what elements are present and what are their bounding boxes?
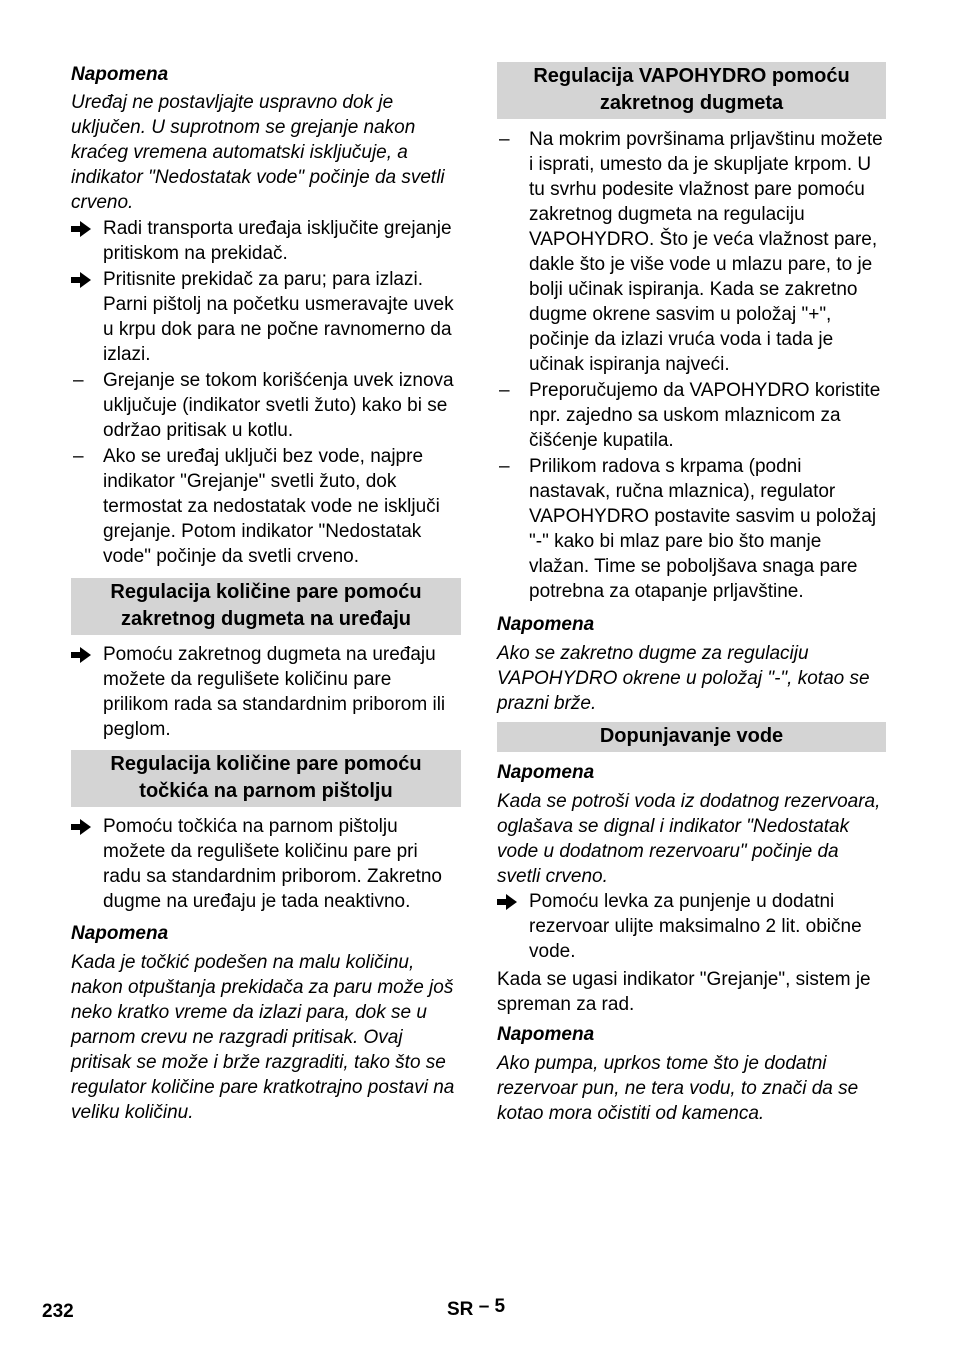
page-number: 232 bbox=[42, 1301, 74, 1322]
note-text: Uređaj ne postavljajte uspravno dok je uključen. U suprotnom se grejanje nakon kraćeg vremena automatski isključuje, a indikator "Nedostatak vode" počinje da svetli crveno. bbox=[71, 92, 445, 213]
result-item bbox=[71, 368, 461, 443]
item-text: Preporučujemo da VAPOHYDRO koristite npr. zajedno sa uskom mlaznicom za čišćenje kupatila. bbox=[529, 380, 881, 451]
item-text: Prilikom radova s krpama (podni nastavak, ručna mlaznica), regulator VAPOHYDRO postavite sasvim u položaj "-" kako bi mlaz pare bio što manje vlažan. Time se poboljšava snaga pare potrebna za otapanje prljavštine. bbox=[529, 456, 877, 602]
dash-icon: – bbox=[499, 380, 510, 401]
item-text: Ako se uređaj uključi bez vode, najpre indikator "Grejanje" svetli žuto, dok termostat za nedostatak vode ne isključi grejanje. Potom indikator "Nedostatak vode" počinje da svetli crveno. bbox=[103, 446, 440, 567]
language-code: SR bbox=[447, 1299, 474, 1320]
item-text: Na mokrim površinama prljavštinu možete i isprati, umesto da je skupljate krpom. U tu svrhu podesite vlažnost pare pomoću zakretnog dugmeta na regulaciju VAPOHYDRO. Što je veća vlažnost pare, dakle što je više vode u mlazu pare, to je bolji učinak ispiranja. Kada se zakretno dugme okrene sasvim u položaj "+", počinje da izlazi vruća voda i tada je učinak ispiranja najveći. bbox=[529, 129, 883, 375]
result-item bbox=[71, 444, 461, 569]
item-text: Pomoću levka za punjenje u dodatni rezervoar ulijte maksimalno 2 lit. obične vode. bbox=[529, 891, 862, 962]
instruction-item bbox=[71, 216, 461, 266]
note-text: Ako pumpa, uprkos tome što je dodatni rezervoar pun, ne tera vodu, to znači da se kotao mora očistiti od kamenca. bbox=[497, 1053, 859, 1124]
arrow-icon bbox=[497, 889, 523, 917]
arrow-icon bbox=[71, 642, 97, 670]
result-item bbox=[497, 127, 886, 377]
left-column bbox=[71, 62, 461, 1125]
section-heading: Regulacija količine pare pomoću točkića na parnom pištolju bbox=[71, 750, 461, 807]
right-column bbox=[497, 62, 886, 1126]
dash-icon: – bbox=[73, 370, 84, 391]
result-item bbox=[497, 378, 886, 453]
arrow-icon bbox=[71, 814, 97, 842]
note-title: Napomena bbox=[497, 762, 595, 783]
note-title: Napomena bbox=[71, 64, 169, 85]
instruction-item bbox=[71, 267, 461, 367]
arrow-icon bbox=[71, 216, 97, 244]
section-number: – 5 bbox=[478, 1296, 506, 1317]
dash-icon: – bbox=[73, 446, 84, 467]
item-text: Pomoću zakretnog dugmeta na uređaju možete da regulišete količinu pare prilikom rada sa standardnim priborom ili peglom. bbox=[103, 644, 446, 740]
note-title: Napomena bbox=[497, 614, 595, 635]
dash-icon: – bbox=[499, 456, 510, 477]
result-item bbox=[497, 454, 886, 604]
section-heading: Regulacija VAPOHYDRO pomoću zakretnog dugmeta bbox=[497, 62, 886, 119]
note-text: Kada je točkić podešen na malu količinu, nakon otpuštanja prekidača za paru može još neko kratko vreme da izlazi para, dok se u parnom crevu ne razgradi pritisak. Ovaj pritisak se može i brže razgraditi, tako što se regulator količine pare kratkotrajno postavi na veliku količinu. bbox=[71, 952, 455, 1123]
arrow-icon bbox=[71, 267, 97, 295]
item-text: Pomoću točkića na parnom pištolju možete da regulišete količinu pare pri radu sa standardnim priborom. Zakretno dugme na uređaju je tada neaktivno. bbox=[103, 816, 442, 912]
section-heading: Regulacija količine pare pomoću zakretnog dugmeta na uređaju bbox=[71, 578, 461, 635]
instruction-item bbox=[71, 642, 461, 742]
paragraph: Kada se ugasi indikator "Grejanje", sistem je spreman za rad. bbox=[497, 969, 871, 1015]
section-heading: Dopunjavanje vode bbox=[497, 722, 886, 752]
note-title: Napomena bbox=[71, 923, 169, 944]
footer-section-label bbox=[447, 1297, 505, 1322]
item-text: Grejanje se tokom korišćenja uvek iznova uključuje (indikator svetli žuto) kako bi se održao pritisak u kotlu. bbox=[103, 370, 454, 441]
note-text: Kada se potroši voda iz dodatnog rezervoara, oglašava se dignal i indikator "Nedostatak vode u dodatnom rezervoaru" počinje da svetli crveno. bbox=[497, 791, 881, 887]
item-text: Radi transporta uređaja isključite grejanje pritiskom na prekidač. bbox=[103, 218, 452, 264]
dash-icon: – bbox=[499, 129, 510, 150]
item-text: Pritisnite prekidač za paru; para izlazi. Parni pištolj na početku usmeravajte uvek u krpu dok para ne počne ravnomerno da izlazi. bbox=[103, 269, 454, 365]
note-text: Ako se zakretno dugme za regulaciju VAPOHYDRO okrene u položaj "-", kotao se prazni brže. bbox=[497, 643, 870, 714]
instruction-item bbox=[497, 889, 886, 964]
note-title: Napomena bbox=[497, 1024, 595, 1045]
instruction-item bbox=[71, 814, 461, 914]
